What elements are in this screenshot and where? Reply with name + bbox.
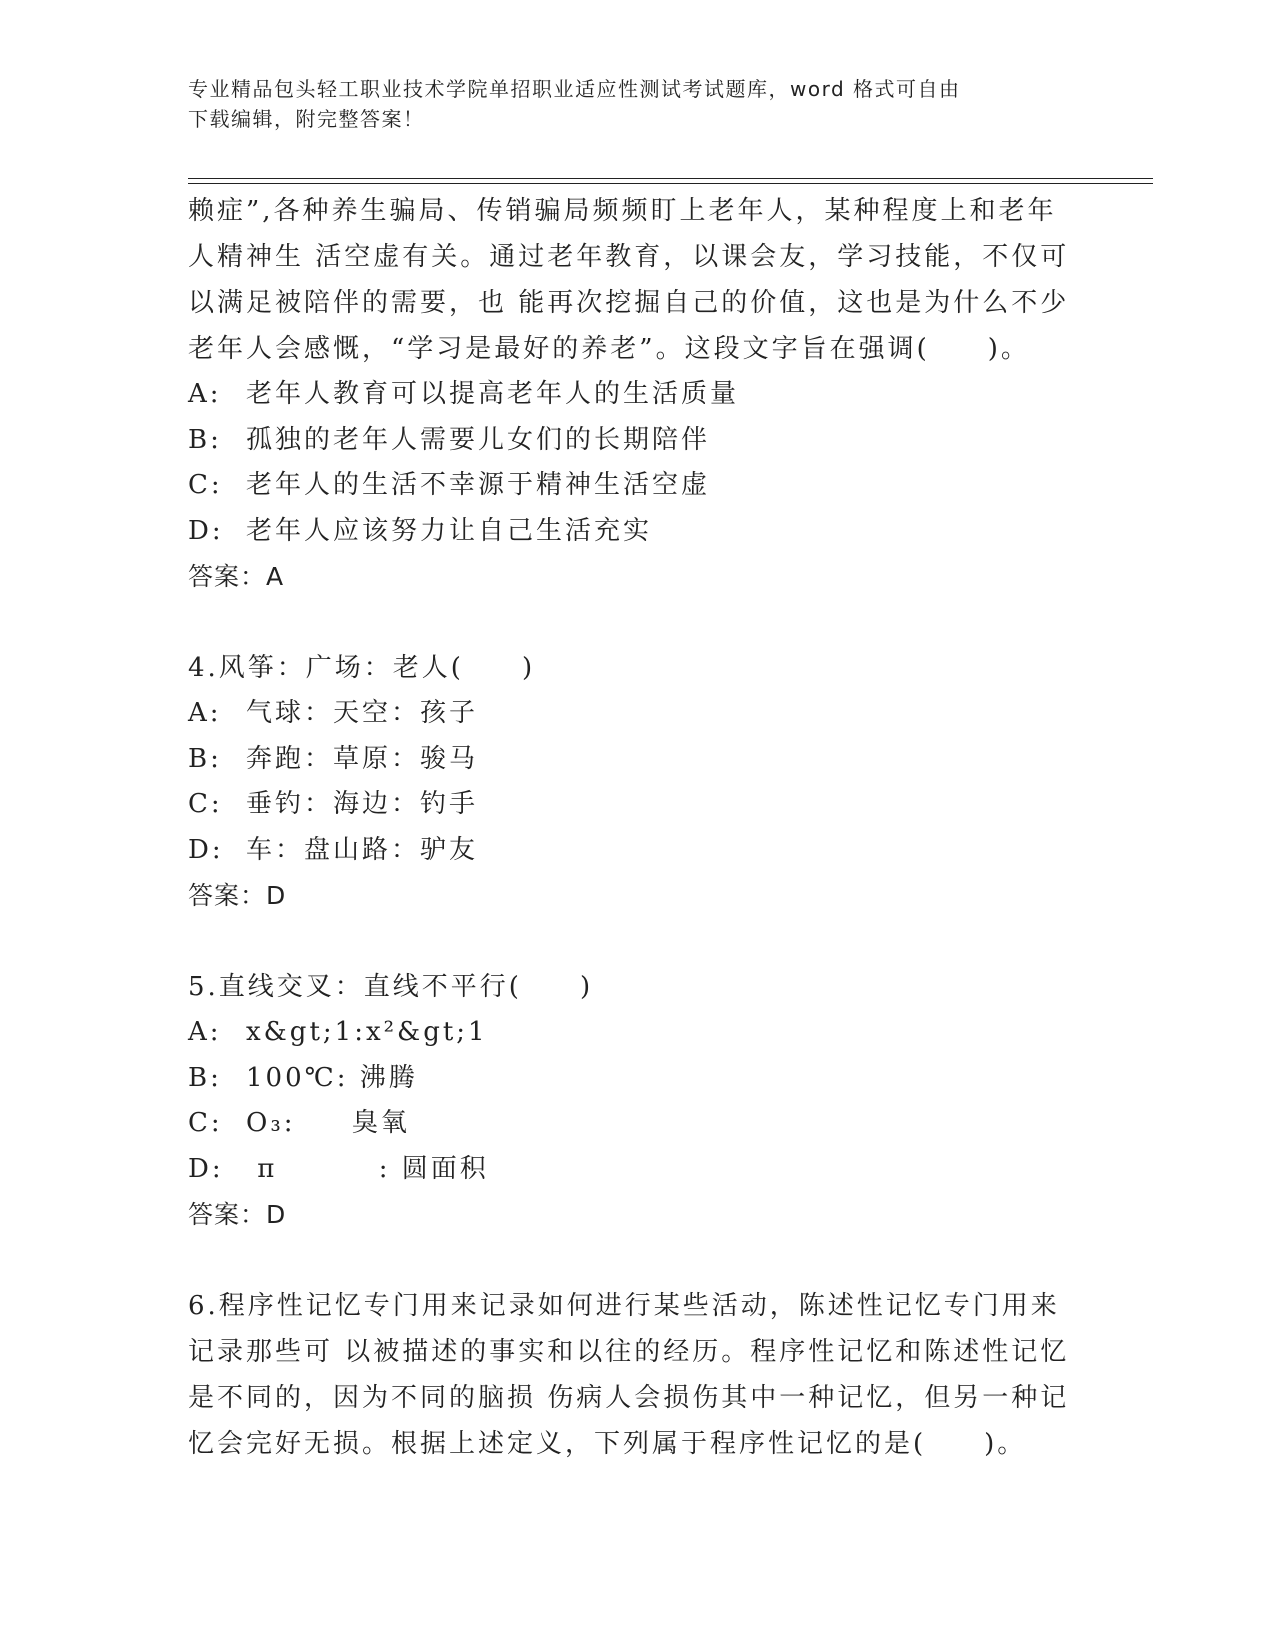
header-rule-bottom <box>188 183 1153 184</box>
header-line-2: 下载编辑，附完整答案！ <box>188 107 425 131</box>
option-text: x&gt;1:x²&gt;1 <box>246 1017 488 1047</box>
option-text: π : 圆面积 <box>246 1153 489 1184</box>
option-text: 老年人应该努力让自己生活充实 <box>246 515 653 546</box>
question-6-stem-line-2: 记录那些可 以被描述的事实和以往的经历。程序性记忆和陈述性记忆 <box>188 1337 1070 1367</box>
question-4-stem: 4.风筝：广场：老人( ) <box>188 653 536 683</box>
spacer <box>188 1238 1088 1283</box>
question-3-stem-line-3: 以满足被陪伴的需要，也 能再次挖掘自己的价值，这也是为什么不少 <box>188 288 1070 318</box>
question-3-option-b <box>188 418 1088 464</box>
question-4-option-b <box>188 737 1088 783</box>
header-line-1: 专业精品包头轻工职业技术学院单招职业适应性测试考试题库，word 格式可自由 <box>188 77 961 101</box>
spacer <box>188 919 1088 964</box>
question-4-answer: 答案：D <box>188 881 287 910</box>
option-key: B: <box>188 424 222 455</box>
option-key: C: <box>188 470 223 500</box>
question-4-option-a <box>188 691 1088 737</box>
question-4 <box>188 645 1088 919</box>
option-key: D: <box>188 515 224 546</box>
question-5-option-b <box>188 1056 1088 1102</box>
option-key: C: <box>188 1108 223 1138</box>
question-3 <box>188 188 1088 600</box>
question-6-stem-line-3: 是不同的，因为不同的脑损 伤病人会损伤其中一种记忆，但另一种记 <box>188 1383 1070 1413</box>
question-3-stem-line-4: 老年人会感慨，“学习是最好的养老”。这段文字旨在强调( )。 <box>188 334 1030 364</box>
question-5-option-c <box>188 1101 1088 1147</box>
option-text: O₃: 臭氧 <box>246 1108 410 1138</box>
question-4-option-c <box>188 782 1088 828</box>
question-5 <box>188 964 1088 1238</box>
option-text: 车：盘山路：驴友 <box>246 834 479 865</box>
question-6-stem-line-4: 忆会完好无损。根据上述定义，下列属于程序性记忆的是( )。 <box>188 1429 1027 1459</box>
option-key: A: <box>188 1017 222 1047</box>
document-header <box>188 74 1088 134</box>
question-3-option-c <box>188 463 1088 509</box>
question-5-option-a <box>188 1010 1088 1056</box>
option-key: C: <box>188 789 223 819</box>
option-text: 气球：天空：孩子 <box>246 698 479 728</box>
option-key: B: <box>188 743 222 774</box>
header-rule-top <box>188 178 1153 179</box>
option-text: 孤独的老年人需要儿女们的长期陪伴 <box>246 424 711 455</box>
option-key: A: <box>188 379 222 409</box>
question-3-stem-line-2: 人精神生 活空虚有关。通过老年教育，以课会友，学习技能，不仅可 <box>188 242 1070 272</box>
spacer <box>188 600 1088 645</box>
question-5-option-d <box>188 1147 1088 1193</box>
question-3-stem-line-1: 赖症”,各种养生骗局、传销骗局频频盯上老年人，某种程度上和老年 <box>188 196 1057 226</box>
option-text: 奔跑：草原：骏马 <box>246 743 479 774</box>
option-text: 100℃: 沸腾 <box>246 1062 418 1093</box>
option-text: 老年人教育可以提高老年人的生活质量 <box>246 379 740 409</box>
question-3-option-d <box>188 509 1088 555</box>
question-5-answer: 答案：D <box>188 1200 287 1229</box>
option-key: B: <box>188 1062 222 1093</box>
option-text: 老年人的生活不幸源于精神生活空虚 <box>246 470 711 500</box>
option-key: A: <box>188 698 222 728</box>
question-4-option-d <box>188 828 1088 874</box>
question-6-stem-line-1: 6.程序性记忆专门用来记录如何进行某些活动，陈述性记忆专门用来 <box>188 1291 1060 1321</box>
option-key: D: <box>188 1153 224 1184</box>
question-6 <box>188 1283 1088 1467</box>
option-key: D: <box>188 834 224 865</box>
question-3-option-a <box>188 372 1088 418</box>
question-3-answer: 答案：A <box>188 562 285 591</box>
question-5-stem: 5.直线交叉：直线不平行( ) <box>188 972 594 1002</box>
document-body <box>188 188 1088 1467</box>
option-text: 垂钓：海边：钓手 <box>246 789 479 819</box>
